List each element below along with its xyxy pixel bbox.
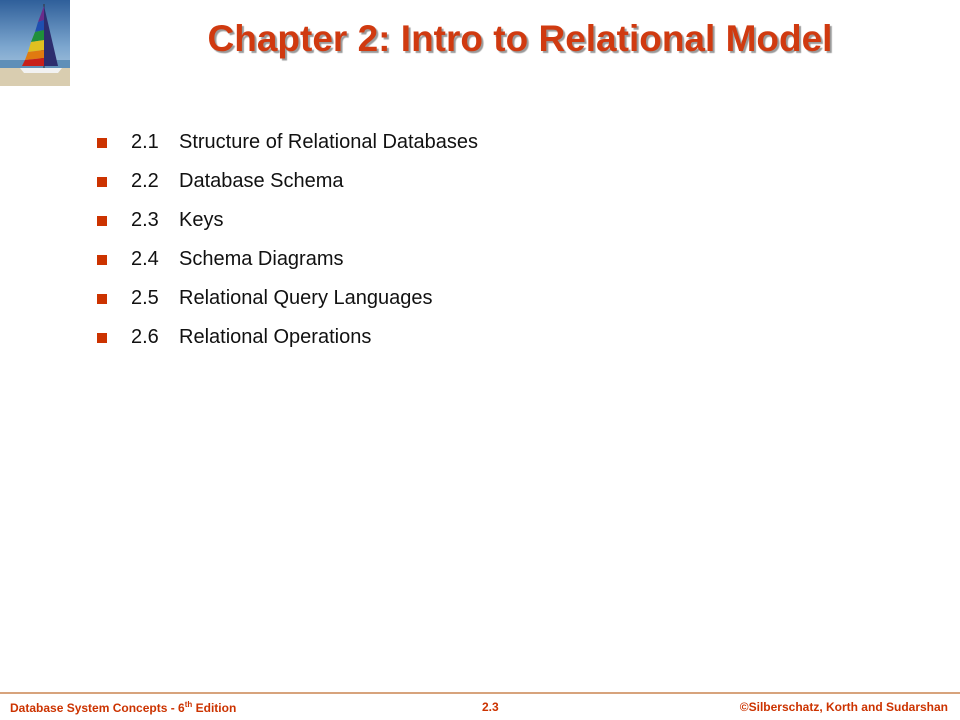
section-title: Database Schema [179, 170, 344, 192]
section-title: Relational Operations [179, 326, 372, 348]
footer-book-superscript: th [184, 700, 193, 709]
section-number: 2.2 [131, 170, 159, 192]
section-title: Relational Query Languages [179, 287, 433, 309]
section-title: Keys [179, 209, 224, 231]
footer-page-number: 2.3 [482, 700, 499, 714]
square-bullet-icon [97, 294, 107, 304]
section-number: 2.3 [131, 209, 159, 231]
bullet-item [97, 279, 478, 318]
bullet-item [97, 318, 478, 357]
bullet-item [97, 240, 478, 279]
footer-book-suffix: Edition [192, 701, 237, 715]
sailboat-logo-icon [0, 0, 70, 86]
section-number: 2.5 [131, 287, 159, 309]
bullet-item [97, 162, 478, 201]
slide-title: Chapter 2: Intro to Relational Model [207, 18, 833, 59]
footer-copyright: ©Silberschatz, Korth and Sudarshan [739, 700, 948, 714]
square-bullet-icon [97, 333, 107, 343]
bullet-list [97, 123, 478, 357]
square-bullet-icon [97, 177, 107, 187]
bullet-item [97, 123, 478, 162]
section-number: 2.6 [131, 326, 159, 348]
footer-book-title [10, 700, 236, 715]
section-title: Structure of Relational Databases [179, 131, 479, 153]
footer-divider [0, 692, 960, 694]
square-bullet-icon [97, 216, 107, 226]
bullet-item [97, 201, 478, 240]
square-bullet-icon [97, 138, 107, 148]
square-bullet-icon [97, 255, 107, 265]
footer-book-prefix: Database System Concepts - 6 [10, 701, 185, 715]
section-number: 2.1 [131, 131, 159, 153]
section-number: 2.4 [131, 248, 159, 270]
section-title: Schema Diagrams [179, 248, 344, 270]
